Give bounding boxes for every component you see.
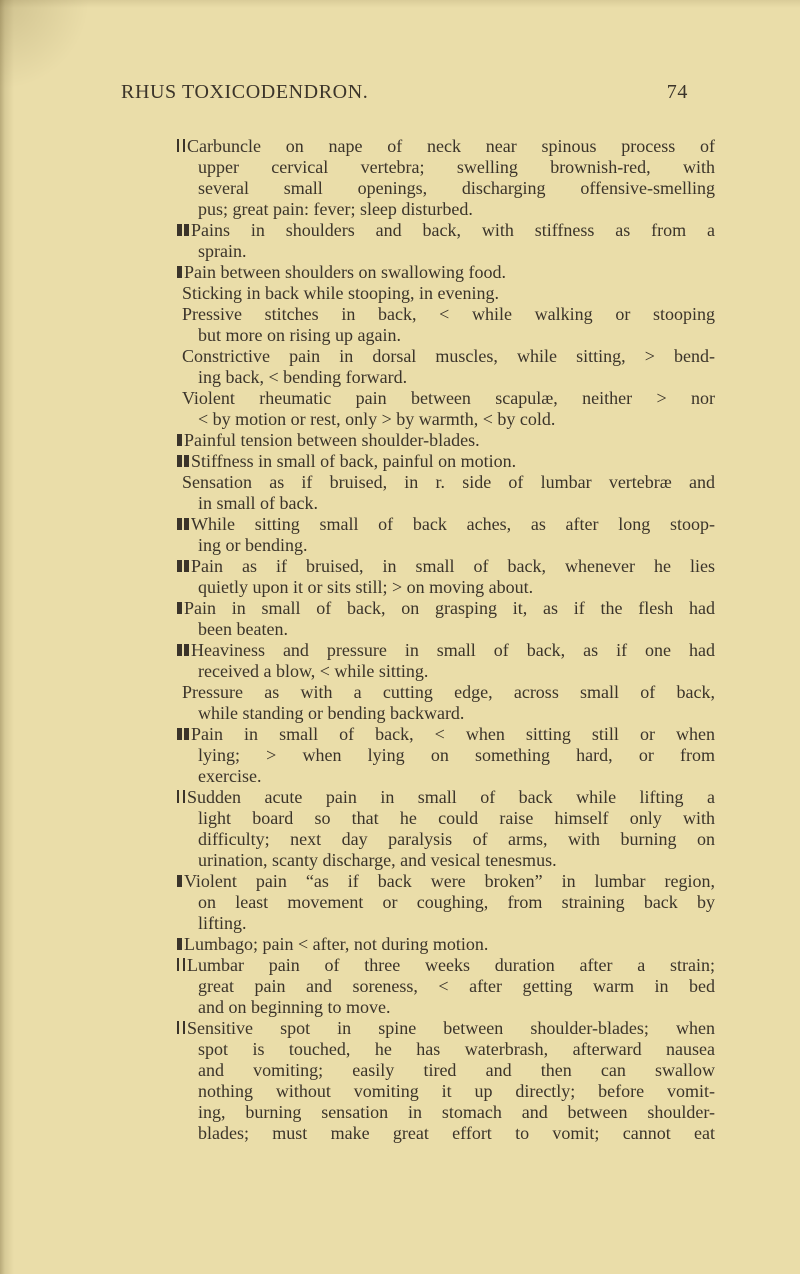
- page-corner-shadow: [0, 0, 90, 90]
- page-top-edge-shadow: [0, 0, 800, 8]
- text-line: light board so that he could raise himself only with: [198, 808, 715, 828]
- text-line: Violent rheumatic pain between scapulæ, neither > nor: [182, 388, 715, 408]
- text-line: while standing or bending backward.: [198, 703, 465, 723]
- text-line: great pain and soreness, < after getting warm in bed: [198, 976, 715, 996]
- grade-mark-icon: [184, 224, 189, 236]
- grade-mark-icon: [177, 455, 182, 467]
- text-line: Constrictive pain in dorsal muscles, while sitting, > bend-: [182, 346, 715, 366]
- text-line: Stiffness in small of back, painful on motion.: [177, 451, 715, 472]
- text-line: Violent pain “as if back were broken” in lumbar region,: [177, 871, 715, 892]
- running-title: RHUS TOXICODENDRON.: [121, 81, 369, 103]
- symptom-entry: [177, 724, 715, 787]
- text-line: urination, scanty discharge, and vesical tenesmus.: [198, 850, 557, 870]
- symptom-entry: [177, 283, 715, 304]
- text-line: Pain as if bruised, in small of back, whenever he lies: [177, 556, 715, 577]
- grade-mark-icon: [184, 644, 189, 656]
- grade-mark-icon: [177, 875, 182, 887]
- grade-mark-icon: [184, 455, 189, 467]
- text-line: ing back, < bending forward.: [198, 367, 408, 387]
- text-line: nothing without vomiting it up directly; before vomit-: [198, 1081, 715, 1101]
- symptom-entry: [177, 934, 715, 955]
- grade-mark-icon: [177, 518, 182, 530]
- text-line: and vomiting; easily tired and then can swallow: [198, 1060, 715, 1080]
- text-line: on least movement or coughing, from straining back by: [198, 892, 715, 912]
- text-line: ing, burning sensation in stomach and between shoulder-: [198, 1102, 715, 1122]
- text-line: pus; great pain: fever; sleep disturbed.: [198, 199, 473, 219]
- text-line: While sitting small of back aches, as after long stoop-: [177, 514, 715, 535]
- text-line: received a blow, < while sitting.: [198, 661, 429, 681]
- text-line: Pain in small of back, on grasping it, as if the flesh had: [177, 598, 715, 619]
- grade-mark-icon: [177, 266, 182, 278]
- text-line: Pain between shoulders on swallowing food.: [177, 262, 715, 283]
- grade-mark-icon: [177, 1021, 179, 1034]
- grade-mark-icon: [177, 728, 182, 740]
- grade-mark-icon: [177, 938, 182, 950]
- grade-mark-icon: [177, 224, 182, 236]
- text-line: Lumbar pain of three weeks duration after a strain;: [177, 955, 715, 976]
- text-line: Pressure as with a cutting edge, across small of back,: [182, 682, 715, 702]
- text-line: blades; must make great effort to vomit; cannot eat: [198, 1123, 715, 1143]
- grade-mark-icon: [183, 958, 185, 971]
- symptom-entry: [177, 220, 715, 262]
- symptom-entry: [177, 598, 715, 640]
- text-line: ing or bending.: [198, 535, 308, 555]
- symptom-entry: [177, 682, 715, 724]
- text-line: Sensation as if bruised, in r. side of lumbar vertebræ and: [182, 472, 715, 492]
- symptom-entry: [177, 346, 715, 388]
- text-line: Sticking in back while stooping, in evening.: [182, 283, 499, 303]
- text-line: but more on rising up again.: [198, 325, 401, 345]
- symptom-entry: [177, 556, 715, 598]
- grade-mark-icon: [177, 560, 182, 572]
- symptom-entry: [177, 514, 715, 556]
- text-line: difficulty; next day paralysis of arms, with burning on: [198, 829, 715, 849]
- text-line: Pains in shoulders and back, with stiffness as from a: [177, 220, 715, 241]
- text-line: spot is touched, he has waterbrash, afterward nausea: [198, 1039, 715, 1059]
- text-line: Lumbago; pain < after, not during motion.: [177, 934, 715, 955]
- text-line: Carbuncle on nape of neck near spinous process of: [177, 136, 715, 157]
- grade-mark-icon: [183, 139, 185, 152]
- text-line: exercise.: [198, 766, 262, 786]
- text-line: upper cervical vertebra; swelling brownish-red, with: [198, 157, 715, 177]
- symptom-entry: [177, 388, 715, 430]
- symptom-entry: [177, 472, 715, 514]
- text-line: Heaviness and pressure in small of back, as if one had: [177, 640, 715, 661]
- grade-mark-icon: [184, 560, 189, 572]
- text-line: sprain.: [198, 241, 247, 261]
- symptom-entry: [177, 955, 715, 1018]
- grade-mark-icon: [184, 518, 189, 530]
- page-number: 74: [666, 81, 688, 103]
- symptom-list: [177, 136, 715, 1144]
- text-line: < by motion or rest, only > by warmth, < by cold.: [198, 409, 556, 429]
- text-line: been beaten.: [198, 619, 288, 639]
- symptom-entry: [177, 136, 715, 220]
- grade-mark-icon: [177, 602, 182, 614]
- grade-mark-icon: [183, 1021, 185, 1034]
- grade-mark-icon: [177, 434, 182, 446]
- text-line: Sensitive spot in spine between shoulder-blades; when: [177, 1018, 715, 1039]
- symptom-entry: [177, 304, 715, 346]
- grade-mark-icon: [177, 958, 179, 971]
- grade-mark-icon: [184, 728, 189, 740]
- symptom-entry: [177, 640, 715, 682]
- symptom-entry: [177, 1018, 715, 1144]
- symptom-entry: [177, 262, 715, 283]
- page-left-edge-shadow: [0, 0, 14, 1274]
- text-line: Sudden acute pain in small of back while lifting a: [177, 787, 715, 808]
- text-line: lying; > when lying on something hard, or from: [198, 745, 715, 765]
- symptom-entry: [177, 430, 715, 451]
- text-line: quietly upon it or sits still; > on moving about.: [198, 577, 534, 597]
- text-line: several small openings, discharging offensive-smelling: [198, 178, 715, 198]
- text-line: in small of back.: [198, 493, 318, 513]
- grade-mark-icon: [177, 644, 182, 656]
- grade-mark-icon: [183, 790, 185, 803]
- text-line: and on beginning to move.: [198, 997, 391, 1017]
- page-header: [121, 81, 688, 104]
- text-line: Pressive stitches in back, < while walking or stooping: [182, 304, 715, 324]
- text-line: lifting.: [198, 913, 247, 933]
- symptom-entry: [177, 787, 715, 871]
- grade-mark-icon: [177, 790, 179, 803]
- symptom-entry: [177, 451, 715, 472]
- text-line: Pain in small of back, < when sitting still or when: [177, 724, 715, 745]
- grade-mark-icon: [177, 139, 179, 152]
- text-line: Painful tension between shoulder-blades.: [177, 430, 715, 451]
- symptom-entry: [177, 871, 715, 934]
